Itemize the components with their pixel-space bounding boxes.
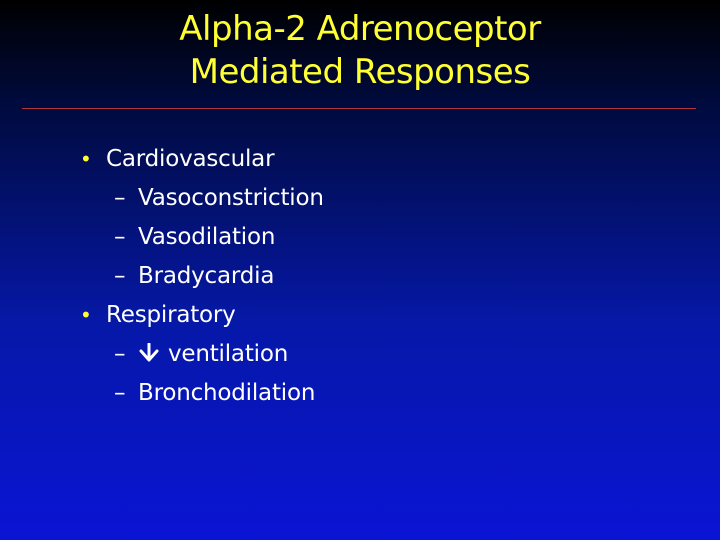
- dash-icon: –: [114, 263, 126, 289]
- list-item-respiratory: [80, 296, 680, 335]
- sub-item-label: Vasoconstriction: [138, 185, 324, 211]
- sub-item-vasoconstriction: [80, 179, 680, 218]
- bullet-icon: •: [80, 147, 92, 171]
- dash-icon: –: [114, 380, 126, 406]
- sub-item-label: ventilation: [168, 341, 289, 367]
- slide-title: [0, 8, 720, 94]
- sub-item-label: Bradycardia: [138, 263, 275, 289]
- list-item-label: Cardiovascular: [106, 146, 275, 172]
- sub-item-vasodilation: [80, 218, 680, 257]
- bullet-list: [80, 140, 680, 413]
- sub-item-bronchodilation: [80, 374, 680, 413]
- sub-item-label: Bronchodilation: [138, 380, 316, 406]
- title-line-2: Mediated Responses: [189, 52, 531, 92]
- sub-item-ventilation: [80, 335, 680, 374]
- down-arrow-icon: [138, 343, 160, 363]
- bullet-icon: •: [80, 303, 92, 327]
- title-divider: [22, 108, 696, 109]
- dash-icon: –: [114, 341, 126, 367]
- list-item-label: Respiratory: [106, 302, 236, 328]
- title-line-1: Alpha-2 Adrenoceptor: [179, 9, 541, 49]
- dash-icon: –: [114, 224, 126, 250]
- dash-icon: –: [114, 185, 126, 211]
- sub-item-label: Vasodilation: [138, 224, 276, 250]
- list-item-cardiovascular: [80, 140, 680, 179]
- sub-item-bradycardia: [80, 257, 680, 296]
